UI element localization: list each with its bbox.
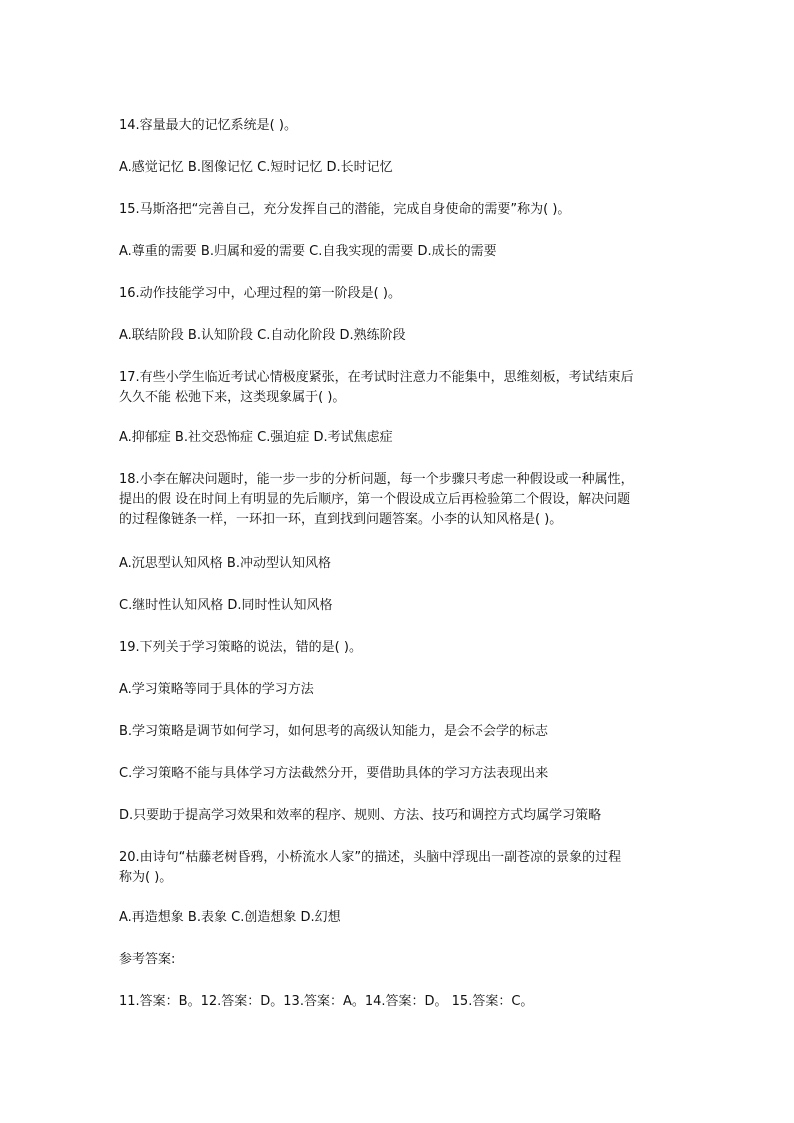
paragraph (119, 284, 699, 304)
paragraph (119, 242, 699, 262)
text-line: B.学习策略是调节如何学习，如何思考的高级认知能力，是会不会学的标志 (119, 724, 549, 739)
text-line: 提出的假 设在时间上有明显的先后顺序，第一个假设成立后再检验第二个假设，解决问题 (119, 492, 631, 507)
paragraph (119, 848, 699, 888)
text-line: 17.有些小学生临近考试心情极度紧张，在考试时注意力不能集中，思维刻板，考试结束后 (119, 370, 634, 385)
text-line: 16.动作技能学习中，心理过程的第一阶段是( )。 (119, 286, 401, 301)
paragraph (119, 158, 699, 178)
paragraph (119, 992, 699, 1012)
paragraph (119, 200, 699, 220)
text-line: 20.由诗句“枯藤老树昏鸦，小桥流水人家”的描述，头脑中浮现出一副苍凉的景象的过程 (119, 850, 622, 865)
text-line: 久久不能 松弛下来，这类现象属于( )。 (119, 390, 346, 405)
text-line: 15.马斯洛把“完善自己，充分发挥自己的潜能，完成自身使命的需要”称为( )。 (119, 202, 571, 217)
text-line: 的过程像链条一样，一环扣一环，直到找到问题答案。小李的认知风格是( )。 (119, 512, 563, 527)
paragraph (119, 428, 699, 448)
paragraph (119, 950, 699, 970)
paragraph (119, 638, 699, 658)
text-line: A.抑郁症 B.社交恐怖症 C.强迫症 D.考试焦虑症 (119, 430, 393, 445)
text-line: C.继时性认知风格 D.同时性认知风格 (119, 598, 333, 613)
text-line: 14.容量最大的记忆系统是( )。 (119, 118, 297, 133)
text-line: A.学习策略等同于具体的学习方法 (119, 682, 314, 697)
text-line: A.沉思型认知风格 B.冲动型认知风格 (119, 556, 331, 571)
paragraph (119, 680, 699, 700)
paragraph (119, 554, 699, 574)
text-line: A.再造想象 B.表象 C.创造想象 D.幻想 (119, 910, 341, 925)
text-line: C.学习策略不能与具体学习方法截然分开，要借助具体的学习方法表现出来 (119, 766, 549, 781)
paragraph (119, 908, 699, 928)
text-line: 参考答案: (119, 952, 176, 967)
text-line: A.联结阶段 B.认知阶段 C.自动化阶段 D.熟练阶段 (119, 328, 406, 343)
text-line: 11.答案：B。12.答案：D。13.答案：A。14.答案：D。 15.答案：C。 (119, 994, 534, 1009)
paragraph (119, 596, 699, 616)
paragraph (119, 326, 699, 346)
text-line: 18.小李在解决问题时，能一步一步的分析问题，每一个步骤只考虑一种假设或一种属性， (119, 472, 634, 487)
text-line: 称为( )。 (119, 870, 173, 885)
text-line: 19.下列关于学习策略的说法，错的是( )。 (119, 640, 362, 655)
paragraph (119, 722, 699, 742)
paragraph (119, 806, 699, 826)
paragraph (119, 470, 699, 530)
text-line: A.感觉记忆 B.图像记忆 C.短时记忆 D.长时记忆 (119, 160, 393, 175)
text-line: A.尊重的需要 B.归属和爱的需要 C.自我实现的需要 D.成长的需要 (119, 244, 497, 259)
paragraph (119, 764, 699, 784)
paragraph (119, 368, 699, 408)
text-line: D.只要助于提高学习效果和效率的程序、规则、方法、技巧和调控方式均属学习策略 (119, 808, 602, 823)
paragraph (119, 116, 699, 136)
